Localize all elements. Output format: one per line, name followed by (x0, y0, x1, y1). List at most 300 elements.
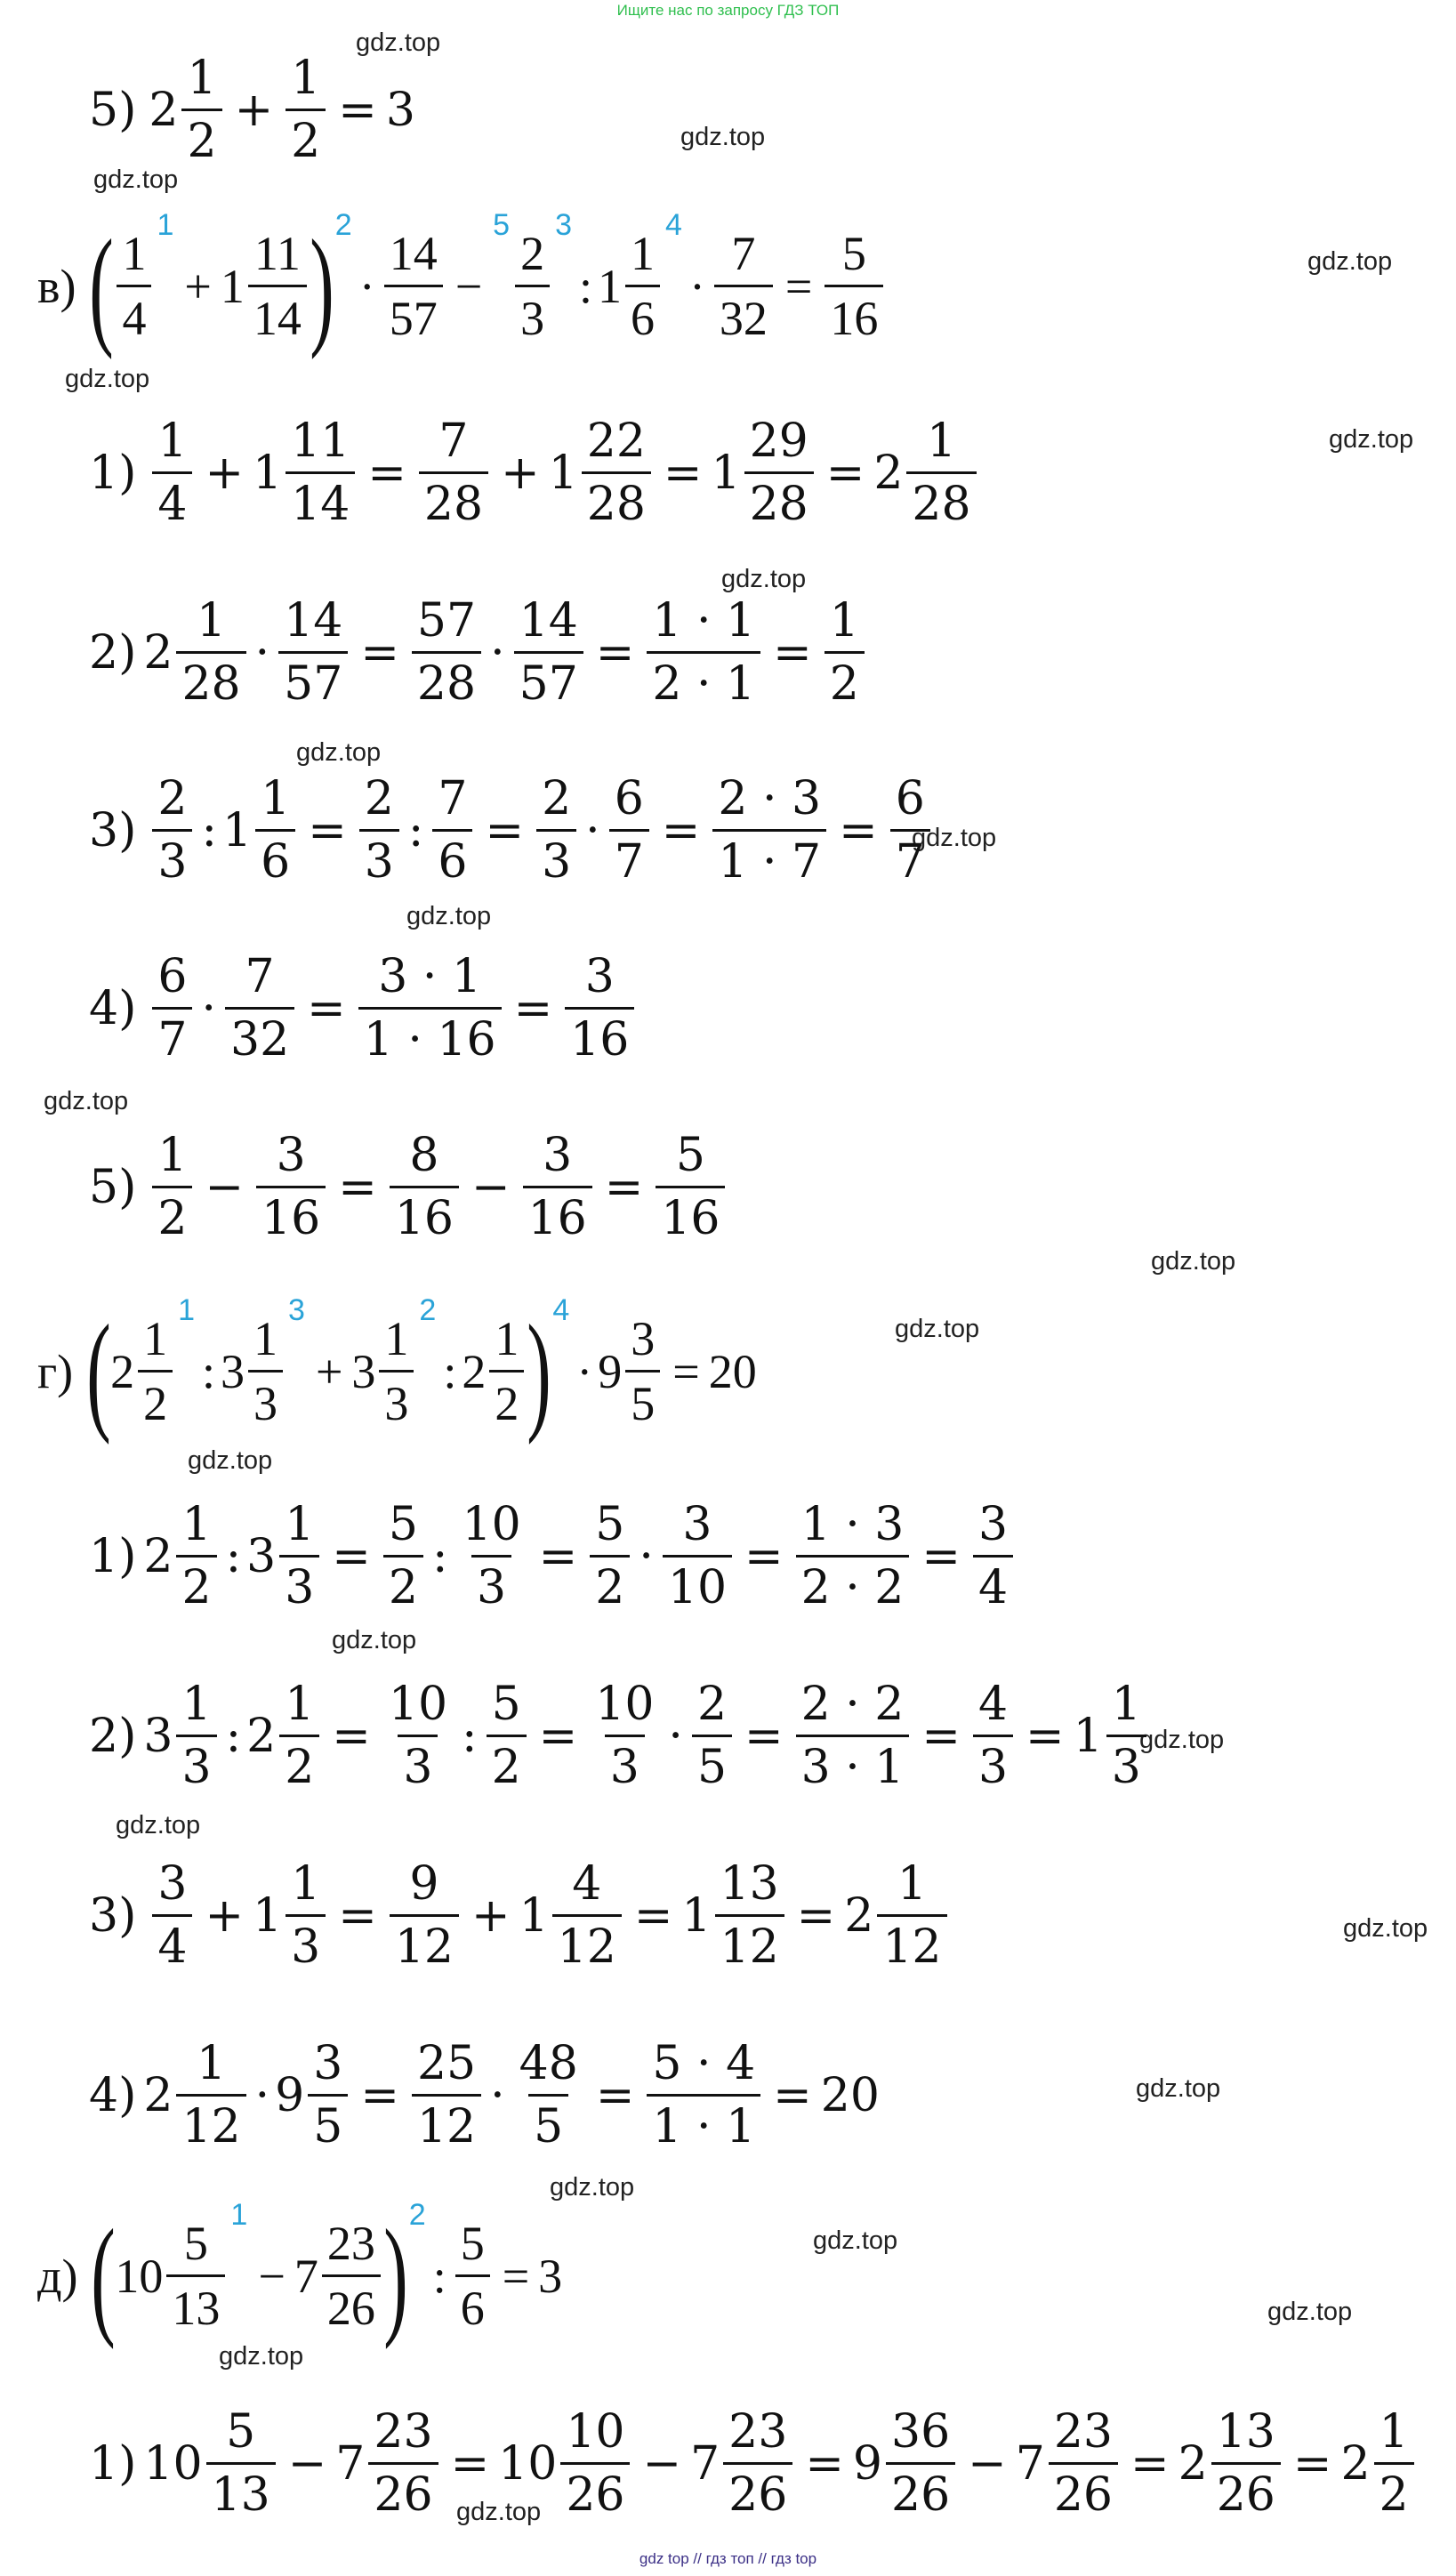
numerator: 3 (682, 1498, 712, 1551)
fraction (523, 1129, 592, 1245)
equals-sign: = (332, 1709, 371, 1763)
denominator: 16 (390, 1186, 459, 1242)
denominator: 3 (536, 829, 576, 885)
divide-sign: : (225, 1529, 242, 1583)
denominator: 3 (286, 1914, 326, 1970)
numerator: 1 (291, 52, 321, 105)
denominator: 2 (152, 1186, 192, 1242)
denominator: 32 (225, 1007, 294, 1063)
fraction (565, 950, 634, 1067)
numerator: 14 (389, 227, 438, 280)
equals-sign: = (672, 1344, 700, 1398)
numerator: 10 (566, 2405, 625, 2459)
multiply-sign: · (254, 2068, 270, 2122)
fraction (176, 1498, 216, 1614)
fraction (152, 1129, 192, 1245)
fraction (489, 1312, 524, 1430)
equals-sign: = (513, 981, 553, 1035)
watermark: gdz.top (1329, 425, 1414, 454)
numerator: 1 · 1 (652, 594, 756, 648)
denominator: 2 (176, 1555, 216, 1611)
fraction (825, 594, 865, 711)
denominator: 57 (278, 651, 348, 707)
whole: 1 (253, 446, 283, 500)
result: 3 (385, 83, 415, 137)
fraction (225, 950, 294, 1067)
numerator: 48 (519, 2037, 578, 2090)
numerator: 1 (631, 227, 656, 280)
fraction (152, 950, 192, 1067)
fraction (973, 1498, 1013, 1614)
equals-sign: = (538, 1709, 578, 1763)
minus-sign: − (642, 2436, 682, 2491)
equals-sign: = (595, 2068, 635, 2122)
task-label: г) (37, 1344, 74, 1398)
whole: 2 (143, 625, 173, 680)
denominator: 7 (890, 829, 930, 885)
denominator: 32 (714, 285, 773, 342)
step-v1 (89, 415, 980, 531)
whole: 9 (598, 1344, 623, 1398)
multiply-sign: · (254, 625, 270, 680)
numerator: 23 (1053, 2405, 1114, 2459)
numerator: 7 (245, 950, 275, 1003)
numerator: 1 (495, 1312, 519, 1365)
denominator: 6 (625, 285, 660, 342)
numerator: 25 (416, 2037, 477, 2090)
fraction (279, 1498, 319, 1614)
plus-sign: + (205, 446, 245, 500)
denominator: 2 (590, 1555, 630, 1611)
denominator: 12 (552, 1914, 622, 1970)
step-v4 (89, 950, 638, 1067)
order-mark: 5 (493, 208, 511, 242)
watermark: gdz.top (116, 1811, 201, 1839)
fraction (906, 415, 976, 531)
minus-sign: − (287, 2436, 327, 2491)
numerator: 6 (614, 772, 644, 825)
denominator: 7 (609, 829, 649, 885)
fraction (723, 2405, 792, 2522)
bottom-banner: gdz top // гдз топ // гдз top (639, 2550, 817, 2567)
denominator: 2 · 2 (796, 1555, 910, 1611)
denominator: 14 (248, 285, 307, 342)
fraction (176, 2037, 245, 2153)
fraction (582, 415, 651, 531)
order-mark: 4 (552, 1293, 570, 1327)
numerator: 4 (977, 1678, 1009, 1731)
numerator: 10 (595, 1678, 655, 1731)
denominator: 3 (248, 1370, 283, 1428)
numerator: 5 (388, 1498, 418, 1551)
equals-sign: = (307, 981, 346, 1035)
numerator: 3 (157, 1857, 188, 1911)
numerator: 22 (586, 415, 646, 468)
fraction (152, 772, 192, 889)
task-v (37, 208, 887, 360)
equals-sign: = (338, 83, 377, 137)
fraction (715, 1857, 784, 1974)
fraction (714, 227, 773, 345)
denominator: 28 (744, 471, 814, 527)
watermark: gdz.top (296, 738, 382, 767)
whole: 7 (690, 2436, 720, 2491)
whole: 3 (246, 1529, 277, 1583)
equals-sign: = (744, 1709, 784, 1763)
numerator: 36 (891, 2405, 951, 2459)
equals-sign: = (308, 803, 347, 857)
whole: 2 (1340, 2436, 1371, 2491)
minus-sign: − (968, 2436, 1007, 2491)
denominator: 2 (138, 1370, 173, 1428)
fraction (419, 415, 488, 531)
denominator: 6 (455, 2274, 490, 2332)
divide-sign: : (431, 1529, 448, 1583)
numerator: 14 (519, 594, 578, 648)
divide-sign: : (443, 1344, 457, 1398)
equals-sign: = (773, 2068, 812, 2122)
multiply-sign: · (585, 803, 600, 857)
denominator: 3 (973, 1735, 1013, 1791)
numerator: 1 (197, 594, 227, 648)
equals-sign: = (338, 1888, 377, 1943)
divide-sign: : (225, 1709, 242, 1763)
denominator: 1 · 7 (712, 829, 826, 885)
fraction (308, 2037, 348, 2153)
fraction (515, 227, 550, 345)
fraction (383, 1678, 453, 1794)
right-paren: ) (310, 212, 334, 360)
plus-sign: + (205, 1888, 245, 1943)
step-label: 3) (89, 803, 137, 857)
equals-sign: = (921, 1709, 961, 1763)
equals-sign: = (805, 2436, 844, 2491)
whole: 7 (294, 2249, 318, 2303)
equals-sign: = (485, 803, 525, 857)
plus-sign: + (471, 1888, 511, 1943)
equals-sign: = (1292, 2436, 1332, 2491)
equals-sign: = (825, 446, 865, 500)
fraction (286, 415, 355, 531)
step-v2 (89, 594, 868, 711)
watermark: gdz.top (1151, 1247, 1236, 1276)
denominator: 3 (359, 829, 399, 885)
denominator: 12 (715, 1914, 784, 1970)
denominator: 3 (1106, 1735, 1146, 1791)
watermark: gdz.top (550, 2173, 635, 2202)
numerator: 2 (157, 772, 188, 825)
fraction (825, 227, 883, 345)
multiply-sign: · (490, 2068, 505, 2122)
fraction (255, 772, 295, 889)
equals-sign: = (360, 625, 399, 680)
numerator: 1 (897, 1857, 927, 1911)
step-label: 4) (89, 981, 137, 1035)
whole: 2 (1178, 2436, 1208, 2491)
watermark: gdz.top (65, 365, 150, 393)
whole: 1 (711, 446, 741, 500)
fraction (256, 1129, 326, 1245)
fraction (176, 1678, 216, 1794)
whole: 2 (110, 1344, 135, 1398)
fraction (248, 1312, 283, 1430)
fraction (590, 1678, 659, 1794)
fraction (877, 1857, 946, 1974)
numerator: 13 (1216, 2405, 1275, 2459)
fraction (552, 1857, 622, 1974)
plus-sign: + (184, 259, 212, 313)
numerator: 23 (374, 2405, 433, 2459)
denominator: 6 (255, 829, 295, 885)
numerator: 6 (157, 950, 188, 1003)
equals-sign: = (796, 1888, 836, 1943)
fraction (138, 1312, 173, 1430)
numerator: 1 (143, 1312, 168, 1365)
fraction (1106, 1678, 1146, 1794)
step-label: 5) (89, 83, 137, 137)
divide-sign: : (432, 2249, 446, 2303)
numerator: 1 (1379, 2405, 1409, 2459)
numerator: 14 (284, 594, 343, 648)
fraction (647, 594, 760, 711)
numerator: 1 (261, 772, 291, 825)
denominator: 3 (515, 285, 550, 342)
numerator: 2 · 2 (800, 1678, 905, 1731)
denominator: 2 (279, 1735, 319, 1791)
whole: 1 (548, 446, 578, 500)
numerator: 4 (572, 1857, 602, 1911)
divide-sign: : (407, 803, 424, 857)
numerator: 5 (460, 2217, 485, 2270)
numerator: 1 (122, 227, 147, 280)
denominator: 6 (432, 829, 472, 885)
numerator: 3 (977, 1498, 1009, 1551)
denominator: 2 · 1 (647, 651, 760, 707)
step-g4 (89, 2037, 880, 2153)
numerator: 9 (409, 1857, 439, 1911)
watermark: gdz.top (1343, 1914, 1428, 1943)
multiply-sign: · (490, 625, 505, 680)
numerator: 1 (253, 1312, 278, 1365)
watermark: gdz.top (456, 2498, 542, 2526)
whole: 1 (220, 259, 245, 313)
whole: 2 (143, 2068, 173, 2122)
numerator: 6 (895, 772, 925, 825)
step-label: 2) (89, 1709, 137, 1763)
denominator: 28 (419, 471, 488, 527)
order-mark: 3 (555, 208, 572, 242)
minus-sign: − (205, 1160, 245, 1214)
denominator: 26 (1049, 2462, 1118, 2518)
denominator: 3 (279, 1555, 319, 1611)
watermark: gdz.top (332, 1626, 417, 1654)
denominator: 2 (383, 1555, 423, 1611)
fraction (359, 772, 399, 889)
watermark: gdz.top (721, 565, 807, 593)
denominator: 26 (723, 2462, 792, 2518)
equals-sign: = (744, 1529, 784, 1583)
denominator: 7 (152, 1007, 192, 1063)
fraction (656, 1129, 725, 1245)
denominator: 2 (825, 651, 865, 707)
numerator: 5 (491, 1678, 521, 1731)
denominator: 3 (398, 1735, 438, 1791)
fraction (412, 2037, 481, 2153)
numerator: 1 · 3 (800, 1498, 905, 1551)
fraction (383, 1498, 423, 1614)
denominator: 5 (528, 2094, 568, 2150)
equals-sign: = (773, 625, 812, 680)
watermark: gdz.top (188, 1446, 273, 1475)
denominator: 4 (152, 471, 192, 527)
result: 3 (538, 2249, 563, 2303)
whole: 1 (598, 259, 623, 313)
equals-sign: = (633, 1888, 673, 1943)
numerator: 11 (291, 415, 350, 468)
fraction (248, 227, 307, 345)
numerator: 5 (675, 1129, 705, 1182)
order-mark: 2 (419, 1293, 437, 1327)
denominator: 16 (825, 285, 883, 342)
denominator: 3 (471, 1555, 511, 1611)
denominator: 3 (605, 1735, 645, 1791)
fraction (1049, 2405, 1118, 2522)
numerator: 1 (181, 1678, 212, 1731)
numerator: 3 (313, 2037, 343, 2090)
fraction (358, 950, 502, 1067)
order-mark: 2 (334, 208, 352, 242)
fraction (1211, 2405, 1281, 2522)
denominator: 13 (206, 2462, 276, 2518)
whole: 9 (852, 2436, 882, 2491)
equals-sign: = (921, 1529, 961, 1583)
watermark: gdz.top (680, 123, 766, 151)
numerator: 3 · 1 (378, 950, 482, 1003)
equals-sign: = (450, 2436, 490, 2491)
fraction (456, 1498, 526, 1614)
fraction (455, 2217, 490, 2335)
step-label: 5) (89, 1160, 137, 1214)
denominator: 26 (560, 2462, 630, 2518)
fraction (286, 52, 326, 168)
numerator: 1 (285, 1498, 315, 1551)
equals-sign: = (538, 1529, 578, 1583)
task-label: в) (37, 259, 76, 313)
numerator: 1 (181, 1498, 212, 1551)
fraction (390, 1857, 459, 1974)
watermark: gdz.top (44, 1087, 129, 1115)
minus-sign: − (471, 1160, 511, 1214)
whole: 3 (351, 1344, 376, 1398)
step-label: 1) (89, 446, 137, 500)
numerator: 3 (631, 1312, 656, 1365)
fraction (609, 772, 649, 889)
right-paren: ) (383, 2202, 408, 2350)
plus-sign: + (501, 446, 540, 500)
fraction (117, 227, 151, 345)
fraction (663, 1498, 732, 1614)
denominator: 16 (523, 1186, 592, 1242)
step-label: 1) (89, 2436, 137, 2491)
whole: 2 (149, 83, 179, 137)
numerator: 1 (157, 1129, 188, 1182)
watermark: gdz.top (406, 902, 492, 930)
equals-sign: = (338, 1160, 377, 1214)
watermark: gdz.top (912, 824, 997, 852)
fraction (536, 772, 576, 889)
divide-sign: : (579, 259, 593, 313)
divide-sign: : (201, 803, 217, 857)
numerator: 5 (841, 227, 866, 280)
whole: 1 (519, 1888, 549, 1943)
numerator: 5 (226, 2405, 256, 2459)
denominator: 12 (412, 2094, 481, 2150)
numerator: 23 (728, 2405, 788, 2459)
task-label: д) (37, 2249, 78, 2303)
equals-sign: = (663, 446, 703, 500)
fraction (322, 2217, 381, 2335)
fraction (152, 1857, 192, 1974)
fraction (886, 2405, 955, 2522)
whole: 10 (115, 2249, 164, 2303)
whole: 10 (498, 2436, 558, 2491)
denominator: 26 (1211, 2462, 1281, 2518)
numerator: 1 (187, 52, 217, 105)
fraction (890, 772, 930, 889)
step-label: 1) (89, 1529, 137, 1583)
numerator: 1 (1111, 1678, 1141, 1731)
left-paren: ( (86, 1297, 111, 1445)
denominator: 57 (514, 651, 583, 707)
whole: 3 (143, 1709, 173, 1763)
order-mark: 1 (157, 208, 174, 242)
numerator: 8 (409, 1129, 439, 1182)
fraction (176, 594, 245, 711)
fraction (712, 772, 826, 889)
fraction (412, 594, 481, 711)
multiply-sign: · (201, 981, 216, 1035)
denominator: 26 (322, 2274, 381, 2332)
denominator: 57 (384, 285, 443, 342)
fraction (278, 594, 348, 711)
fraction (166, 2217, 225, 2335)
fraction (647, 2037, 760, 2153)
denominator: 1 · 16 (358, 1007, 502, 1063)
fraction (796, 1498, 910, 1614)
multiply-sign: · (576, 1344, 593, 1398)
fraction (625, 1312, 660, 1430)
numerator: 3 (584, 950, 615, 1003)
numerator: 1 (829, 594, 859, 648)
equals-sign: = (661, 803, 701, 857)
denominator: 3 (152, 829, 192, 885)
fraction (390, 1129, 459, 1245)
left-paren: ( (91, 2202, 117, 2350)
numerator: 23 (326, 2217, 375, 2270)
equals-sign: = (1026, 1709, 1065, 1763)
denominator: 16 (565, 1007, 634, 1063)
fraction (744, 415, 814, 531)
numerator: 2 (542, 772, 572, 825)
denominator: 26 (886, 2462, 955, 2518)
numerator: 2 · 3 (718, 772, 822, 825)
fraction (181, 52, 221, 168)
denominator: 4 (973, 1555, 1013, 1611)
step-g1 (89, 1498, 1017, 1614)
task-d (37, 2198, 563, 2350)
plus-sign: + (315, 1344, 343, 1398)
task-g (37, 1293, 757, 1445)
